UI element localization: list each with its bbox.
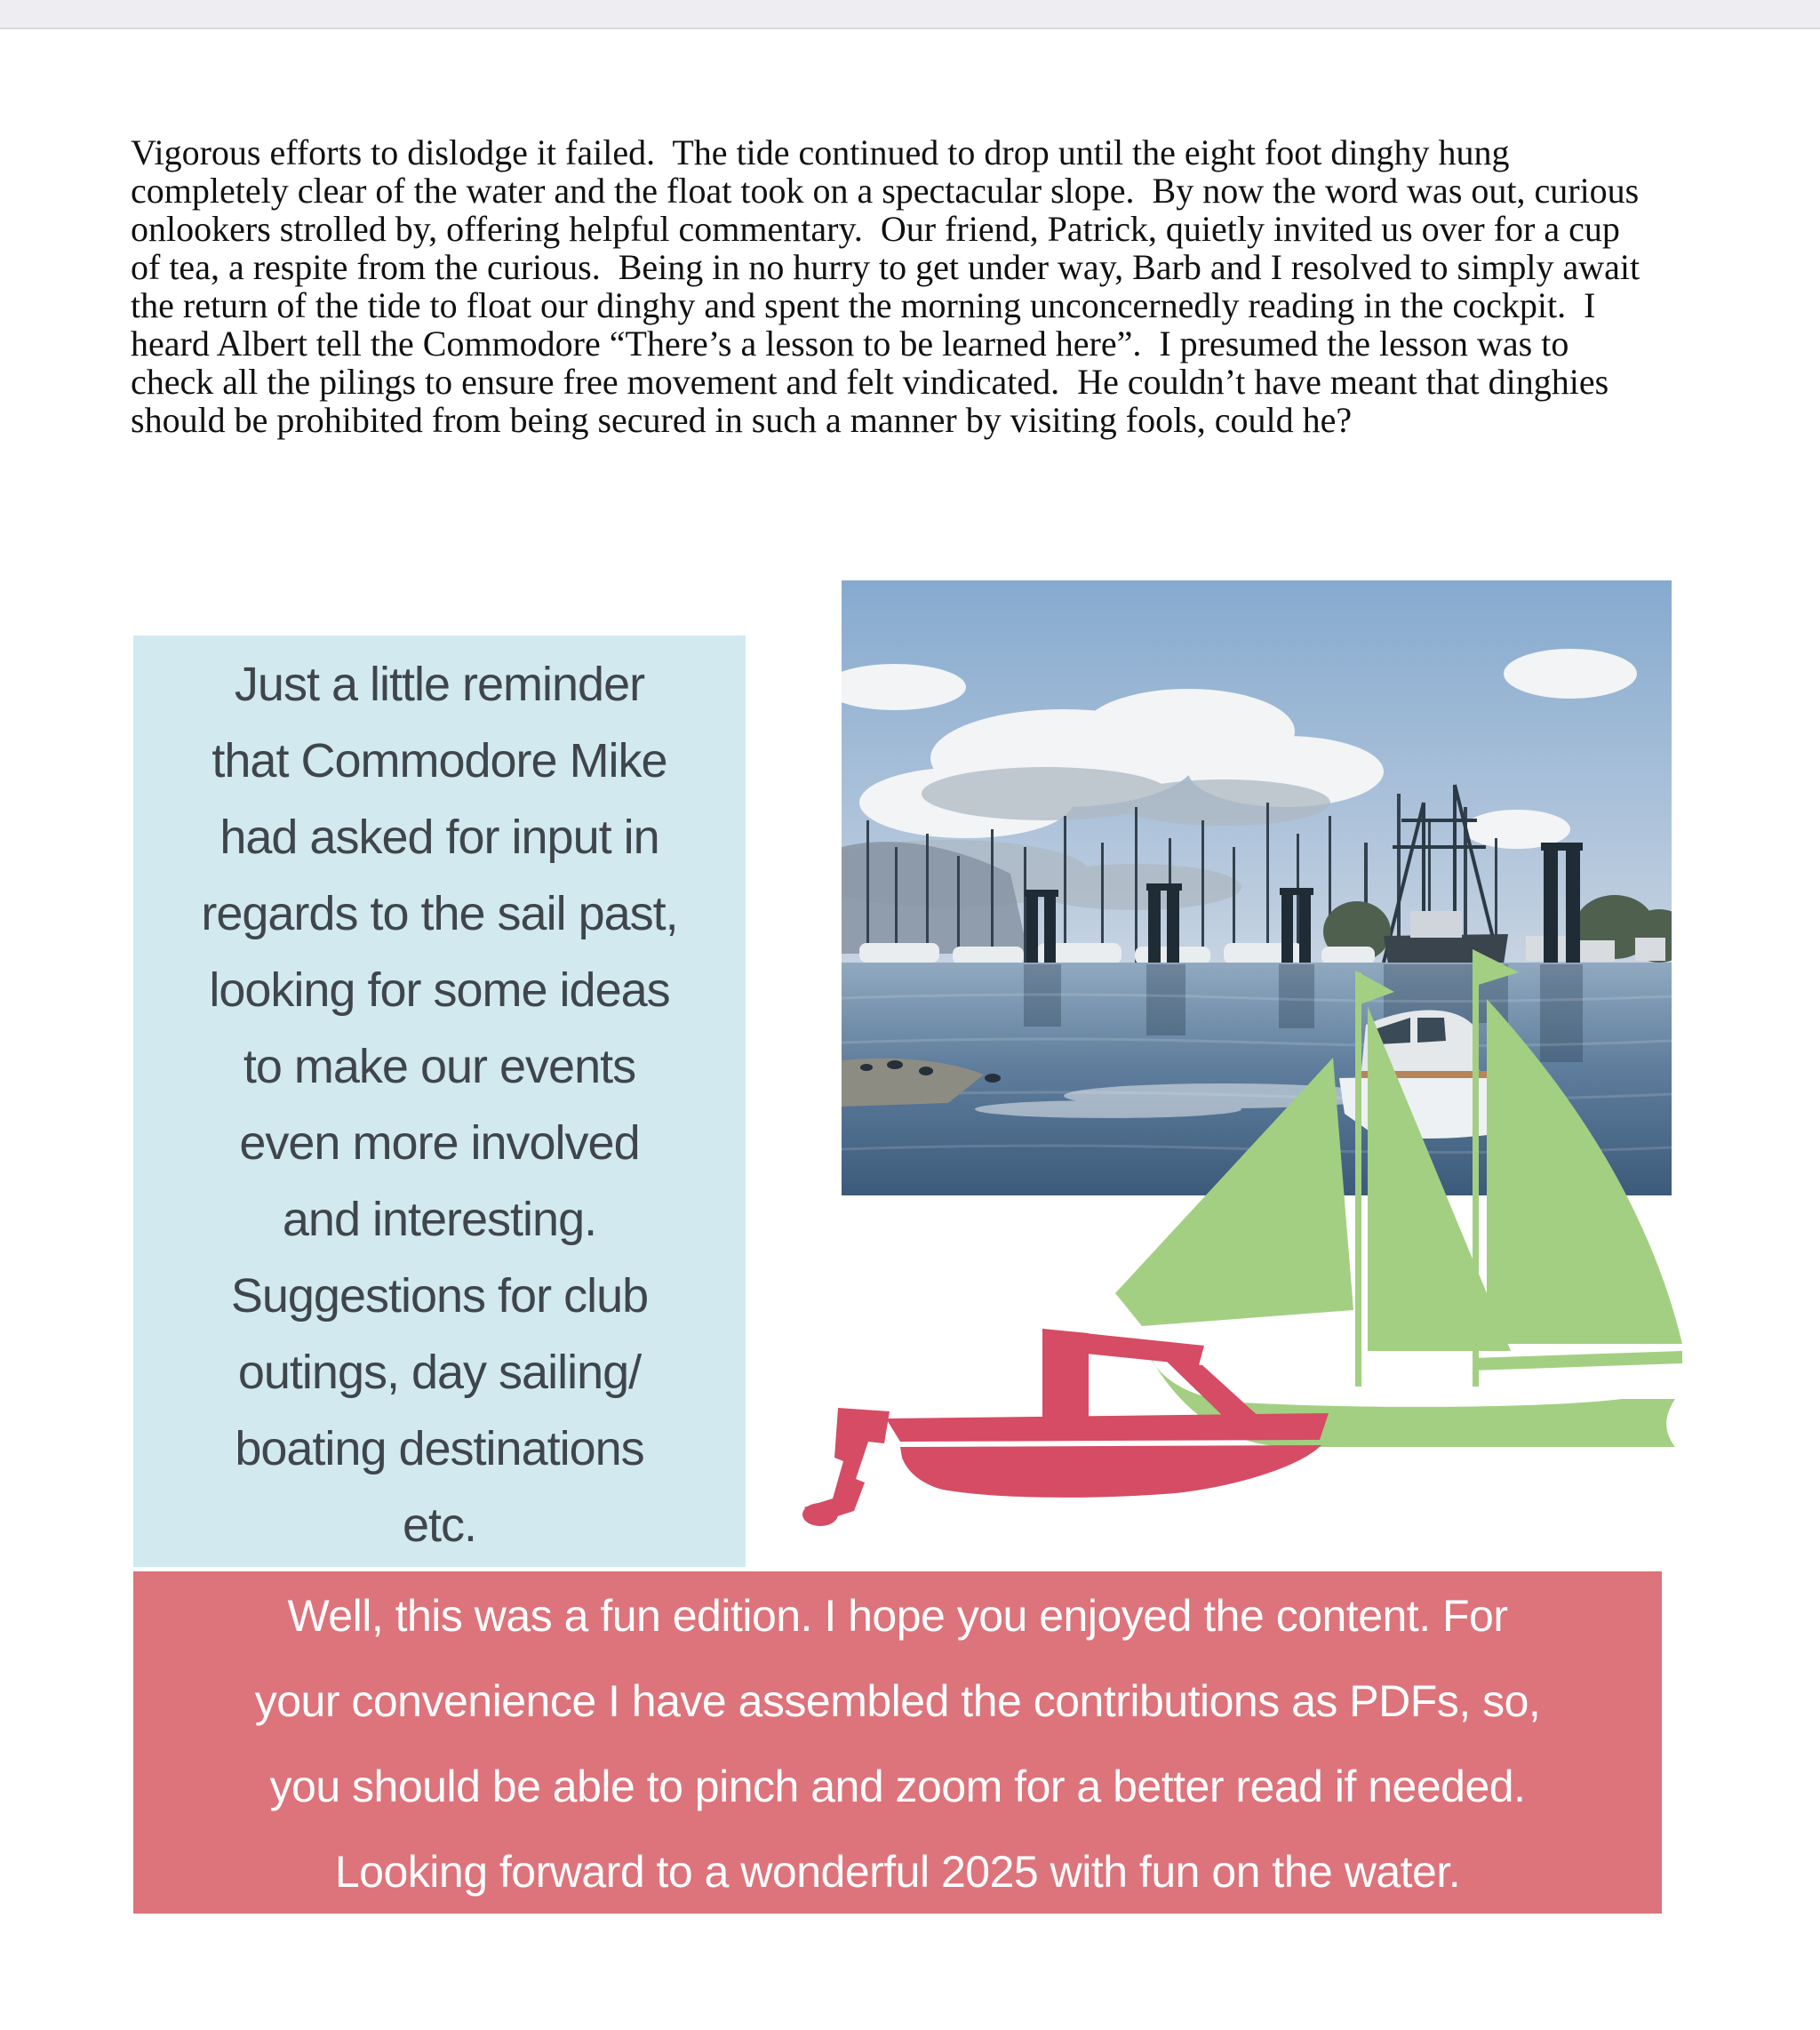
reminder-line: Just a little reminder [234, 658, 645, 711]
closing-box [133, 1571, 1662, 1914]
reminder-line: outings, day sailing/ [237, 1346, 642, 1399]
paragraph-line: the return of the tide to float our dinghy and spent the morning unconcernedly reading in the cockpit. I [131, 285, 1596, 325]
red-motorboat-icon [786, 1323, 1333, 1531]
reminder-line: to make our events [243, 1040, 636, 1093]
paragraph-line: check all the pilings to ensure free movement and felt vindicated. He couldn’t have meant that dinghies [131, 362, 1609, 402]
reminder-line: boating destinations [235, 1422, 644, 1475]
paragraph-line: of tea, a respite from the curious. Being in no hurry to get under way, Barb and I resolved to simply await [131, 247, 1640, 287]
reminder-line: and interesting. [282, 1193, 597, 1246]
closing-line: Looking forward to a wonderful 2025 with fun on the water. [334, 1847, 1461, 1897]
paragraph-line: onlookers strolled by, offering helpful commentary. Our friend, Patrick, quietly invited us over for a cup [131, 209, 1620, 249]
reminder-line: etc. [402, 1499, 477, 1552]
top-bar [0, 0, 1820, 29]
closing-line: your convenience I have assembled the contributions as PDFs, so, [254, 1676, 1541, 1726]
article-paragraph [131, 133, 1730, 439]
paragraph-line: Vigorous efforts to dislodge it failed. The tide continued to drop until the eight foot dinghy hung [131, 132, 1510, 172]
closing-line: you should be able to pinch and zoom for a better read if needed. [269, 1762, 1526, 1811]
paragraph-line: should be prohibited from being secured in such a manner by visiting fools, could he? [131, 400, 1353, 440]
reminder-line: looking for some ideas [209, 963, 670, 1017]
reminder-line: that Commodore Mike [212, 734, 667, 787]
closing-line: Well, this was a fun edition. I hope you enjoyed the content. For [287, 1591, 1508, 1641]
reminder-line: even more involved [239, 1116, 640, 1170]
reminder-line: Suggestions for club [230, 1269, 649, 1323]
paragraph-line: heard Albert tell the Commodore “There’s a lesson to be learned here”. I presumed the lesson was to [131, 324, 1569, 364]
reminder-line: regards to the sail past, [201, 887, 678, 940]
paragraph-line: completely clear of the water and the float took on a spectacular slope. By now the word was out, curious [131, 171, 1640, 211]
motorboat-clipart [786, 1323, 1333, 1531]
reminder-line: had asked for input in [220, 811, 659, 864]
reminder-box [133, 635, 746, 1567]
